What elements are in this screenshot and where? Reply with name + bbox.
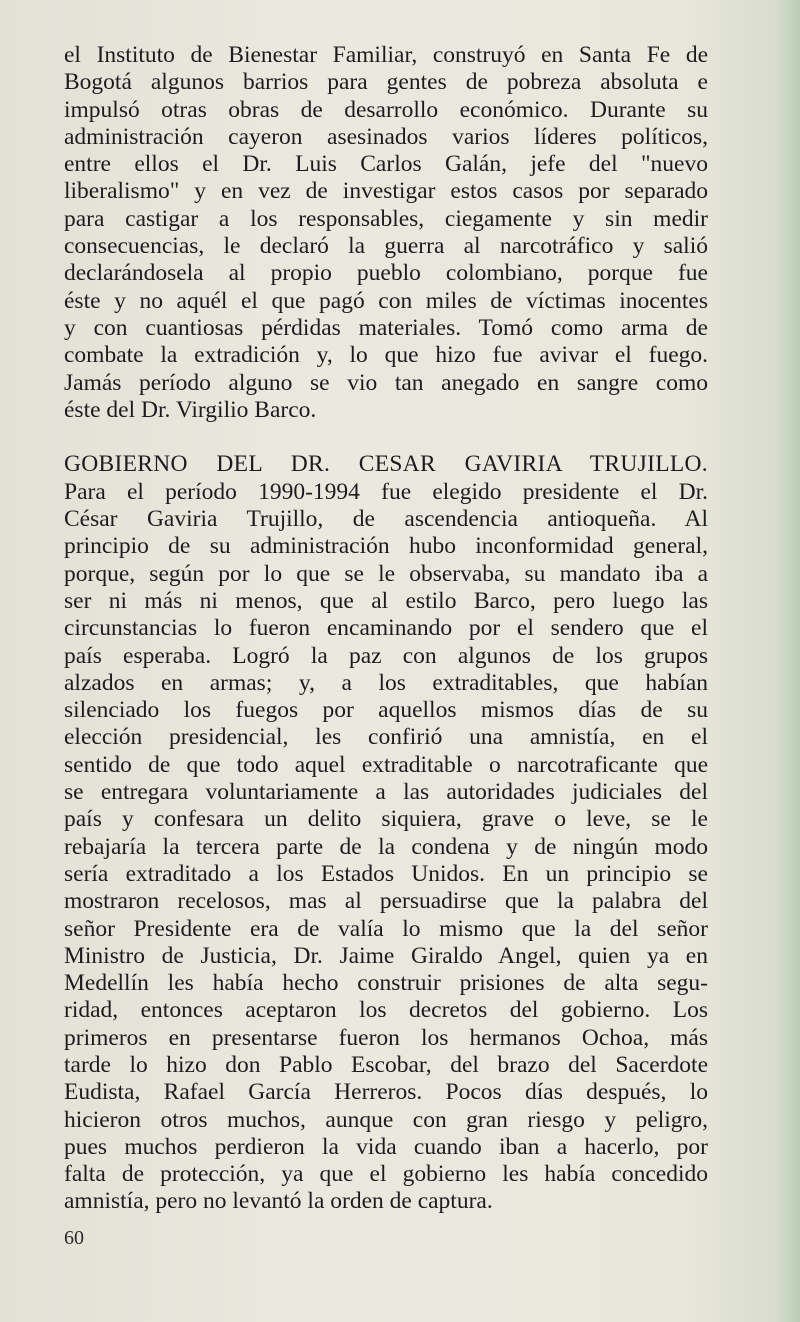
- text-line: ser ni más ni menos, que al estilo Barco, pero luego las: [64, 587, 708, 614]
- text-line: liberalismo" y en vez de investigar estos casos por separado: [64, 178, 708, 205]
- text-line: pues muchos perdieron la vida cuando iban a hacerlo, por: [64, 1133, 708, 1160]
- text-line: administración cayeron asesinados varios líderes políticos,: [64, 123, 708, 150]
- text-line: alzados en armas; y, a los extraditables, que habían: [64, 669, 708, 696]
- text-line: impulsó otras obras de desarrollo económico. Durante su: [64, 96, 708, 123]
- text-line: entre ellos el Dr. Luis Carlos Galán, jefe del "nuevo: [64, 151, 708, 178]
- text-line: sentido de que todo aquel extraditable o narcotraficante que: [64, 751, 708, 778]
- text-line: combate la extradición y, lo que hizo fue avivar el fuego.: [64, 342, 708, 369]
- text-line: país y confesara un delito siquiera, grave o leve, se le: [64, 806, 708, 833]
- text-line: y con cuantiosas pérdidas materiales. Tomó como arma de: [64, 314, 708, 341]
- text-line: consecuencias, le declaró la guerra al narcotráfico y salió: [64, 233, 708, 260]
- text-line: principio de su administración hubo inconformidad general,: [64, 533, 708, 560]
- text-line: Medellín les había hecho construir prisiones de alta segu-: [64, 970, 708, 997]
- text-line: mostraron recelosos, mas al persuadirse que la palabra del: [64, 888, 708, 915]
- text-line: circunstancias lo fueron encaminando por el sendero que el: [64, 615, 708, 642]
- text-line: primeros en presentarse fueron los hermanos Ochoa, más: [64, 1024, 708, 1051]
- text-line: hicieron otros muchos, aunque con gran riesgo y peligro,: [64, 1106, 708, 1133]
- text-line: declarándosela al propio pueblo colombiano, porque fue: [64, 260, 708, 287]
- text-line: para castigar a los responsables, ciegamente y sin medir: [64, 205, 708, 232]
- paragraph-virgilio-barco: [64, 42, 708, 424]
- text-line: ridad, entonces aceptaron los decretos del gobierno. Los: [64, 997, 708, 1024]
- text-line: Jamás período alguno se vio tan anegado en sangre como: [64, 369, 708, 396]
- text-line: éste del Dr. Virgilio Barco.: [64, 396, 317, 423]
- text-line: éste y no aquél el que pagó con miles de víctimas inocentes: [64, 287, 708, 314]
- text-line: Ministro de Justicia, Dr. Jaime Giraldo Angel, quien ya en: [64, 942, 708, 969]
- page-number: 60: [64, 1227, 84, 1249]
- section-heading: GOBIERNO DEL DR. CESAR GAVIRIA TRUJILLO.: [64, 451, 708, 478]
- text-line: rebajaría la tercera parte de la condena y de ningún modo: [64, 833, 708, 860]
- text-line: tarde lo hizo don Pablo Escobar, del brazo del Sacerdote: [64, 1051, 708, 1078]
- text-line: falta de protección, ya que el gobierno les había concedido: [64, 1161, 708, 1188]
- text-line: sería extraditado a los Estados Unidos. En un principio se: [64, 860, 708, 887]
- text-line: se entregara voluntariamente a las autoridades judiciales del: [64, 779, 708, 806]
- text-line: el Instituto de Bienestar Familiar, construyó en Santa Fe de: [64, 42, 708, 68]
- text-line: elección presidencial, les confirió una amnistía, en el: [64, 724, 708, 751]
- text-line: César Gaviria Trujillo, de ascendencia antioqueña. Al: [64, 506, 708, 533]
- text-line: señor Presidente era de valía lo mismo que la del señor: [64, 915, 708, 942]
- paragraph-cesar-gaviria: [64, 479, 708, 1216]
- text-line: silenciado los fuegos por aquellos mismos días de su: [64, 697, 708, 724]
- text-line: Eudista, Rafael García Herreros. Pocos días después, lo: [64, 1079, 708, 1106]
- paragraph-spacer: [64, 424, 708, 451]
- text-line: amnistía, pero no levantó la orden de captura.: [64, 1188, 493, 1215]
- text-line: Para el período 1990-1994 fue elegido presidente el Dr.: [64, 478, 708, 505]
- page-text: [64, 42, 708, 1216]
- text-line: porque, según por lo que se le observaba, su mandato iba a: [64, 560, 708, 587]
- text-line: Bogotá algunos barrios para gentes de pobreza absoluta e: [64, 69, 708, 96]
- text-line: país esperaba. Logró la paz con algunos de los grupos: [64, 642, 708, 669]
